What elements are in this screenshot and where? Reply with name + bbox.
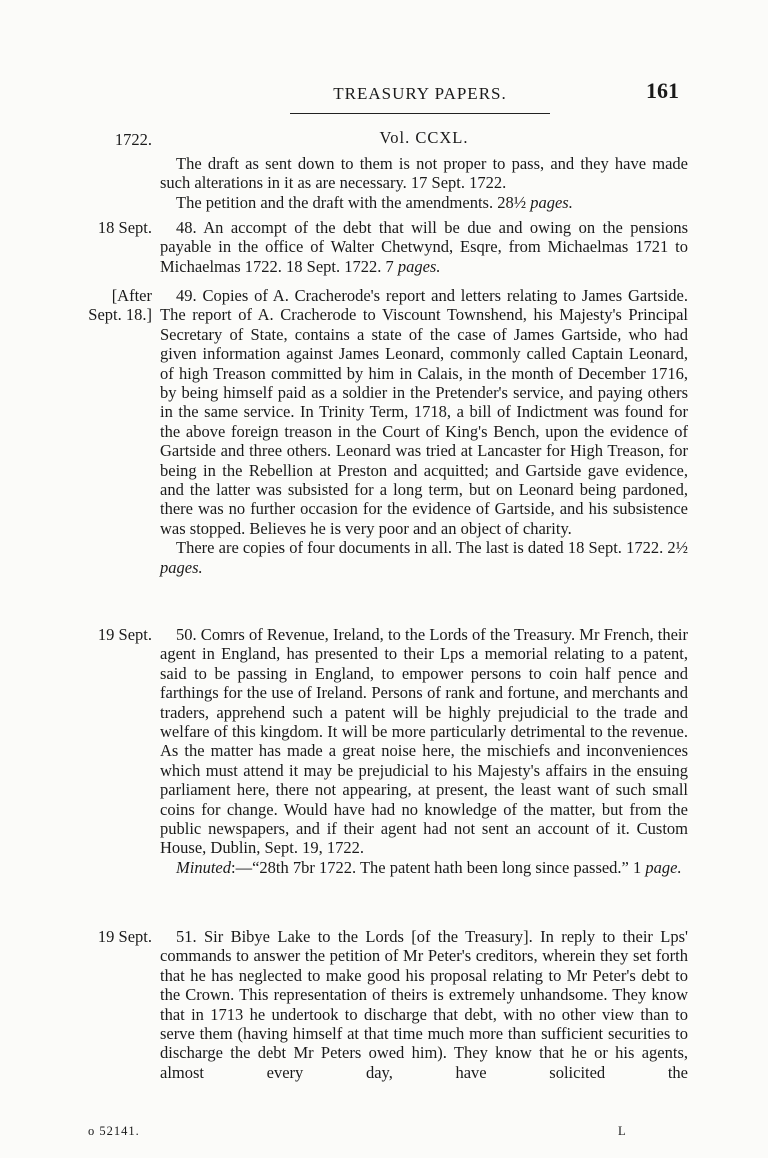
entry-49-text: 49. Copies of A. Cracherode's report and letters relating to James Gartside. The report of A. Cracherode to Viscount Townshend, his Majesty's Principal Secretary of State, contains a state of the case of James Gartside, who had given information against James Leonard, commonly called Captain Leonard, of high Treason committed by him in Calais, in the month of December 1716, by being himself paid as a soldier in the Pretender's service, and paying others in the same service. In Trinity Term, 1718, a bill of Indictment was found for the above foreign treason in the Court of King's Bench, upon the evidence of Gartside and three others. Leonard was tried at Lancaster for High Treason, for being in the Rebellion at Preston and acquitted; and Gartside gave evidence, and the latter was subsisted for a long term, but on Leonard being pardoned, there was no further occasion for the evidence of Gartside, and his subsistence was stopped. Believes he is very poor and an object of charity. (160, 286, 688, 538)
entry-49 (160, 286, 688, 577)
date-entry-48: 18 Sept. (97, 218, 152, 237)
continued-entry (160, 154, 688, 212)
entry-51 (160, 927, 688, 1082)
page-number: 161 (646, 78, 679, 103)
continued-enclosure (160, 193, 688, 212)
header-rule (290, 113, 550, 114)
entry-48 (160, 218, 688, 276)
entry-50-text: 50. Comrs of Revenue, Ireland, to the Lords of the Treasury. Mr French, their agent in England, has presented to their Lps a memorial relating to a patent, said to be passing in England, to empower persons to coin half pence and farthings for the use of Ireland. Persons of rank and fortune, and merchants and traders, apprehend such a patent will be highly prejudicial to the trade and welfare of this kingdom. It will be more particularly detrimental to the revenue. As the matter has made a great noise here, the mischiefs and inconveniences which must attend it may be prejudicial to his Majesty's affairs in the ensuing parliament here, there not appearing, at present, the least want of such small coins for change. Would have had no knowledge of the matter, but from the public newspapers, and if their agent had not sent an account of it. Custom House, Dublin, Sept. 19, 1722. (160, 625, 688, 858)
entry-48-text: 48. An accompt of the debt that will be due and owing on the pensions payable in the office of Walter Chetwynd, Esqre, from Michaelmas 1721 to Michaelmas 1722. 18 Sept. 1722. 7 pages. (160, 218, 688, 276)
volume-heading: Vol. CCXL. (379, 128, 469, 147)
date-entry-49-line2: Sept. 18.] (88, 305, 152, 324)
entry-50 (160, 625, 688, 877)
printer-code: o 52141. (88, 1124, 140, 1138)
date-entry-50: 19 Sept. (97, 625, 152, 644)
running-head: TREASURY PAPERS. (333, 84, 507, 103)
entry-50-minute: Minuted:—“28th 7br 1722. The patent hath been long since passed.” 1 page. (176, 857, 682, 877)
continued-enclosure-pages: pages. (530, 192, 573, 212)
date-entry-51: 19 Sept. (97, 927, 152, 946)
signature-mark: L (618, 1124, 627, 1138)
continued-text: The draft as sent down to them is not proper to pass, and they have made such alterations in it as are necessary. 17 Sept. 1722. (160, 154, 688, 193)
continued-enclosure-text: The petition and the draft with the amendments. 28½ (176, 192, 531, 212)
entry-49-enclosure: There are copies of four documents in all. The last is dated 18 Sept. 1722. 2½ pages. (160, 538, 688, 577)
year-margin: 1722. (114, 130, 152, 149)
entry-51-text: 51. Sir Bibye Lake to the Lords [of the Treasury]. In reply to their Lps' commands to answer the petition of Mr Peter's creditors, wherein they set forth that he has neglected to make good his proposal relating to Mr Peter's debt to the Crown. This representation of theirs is extremely unhandsome. They know that in 1713 he undertook to discharge that debt, with no other view than to serve them (having himself at that time much more than sufficient securities to discharge the debt Mr Peters owed him). They know that he or his agents, almost every day, have solicited the (160, 927, 688, 1082)
date-entry-49-line1: [After (111, 286, 152, 305)
